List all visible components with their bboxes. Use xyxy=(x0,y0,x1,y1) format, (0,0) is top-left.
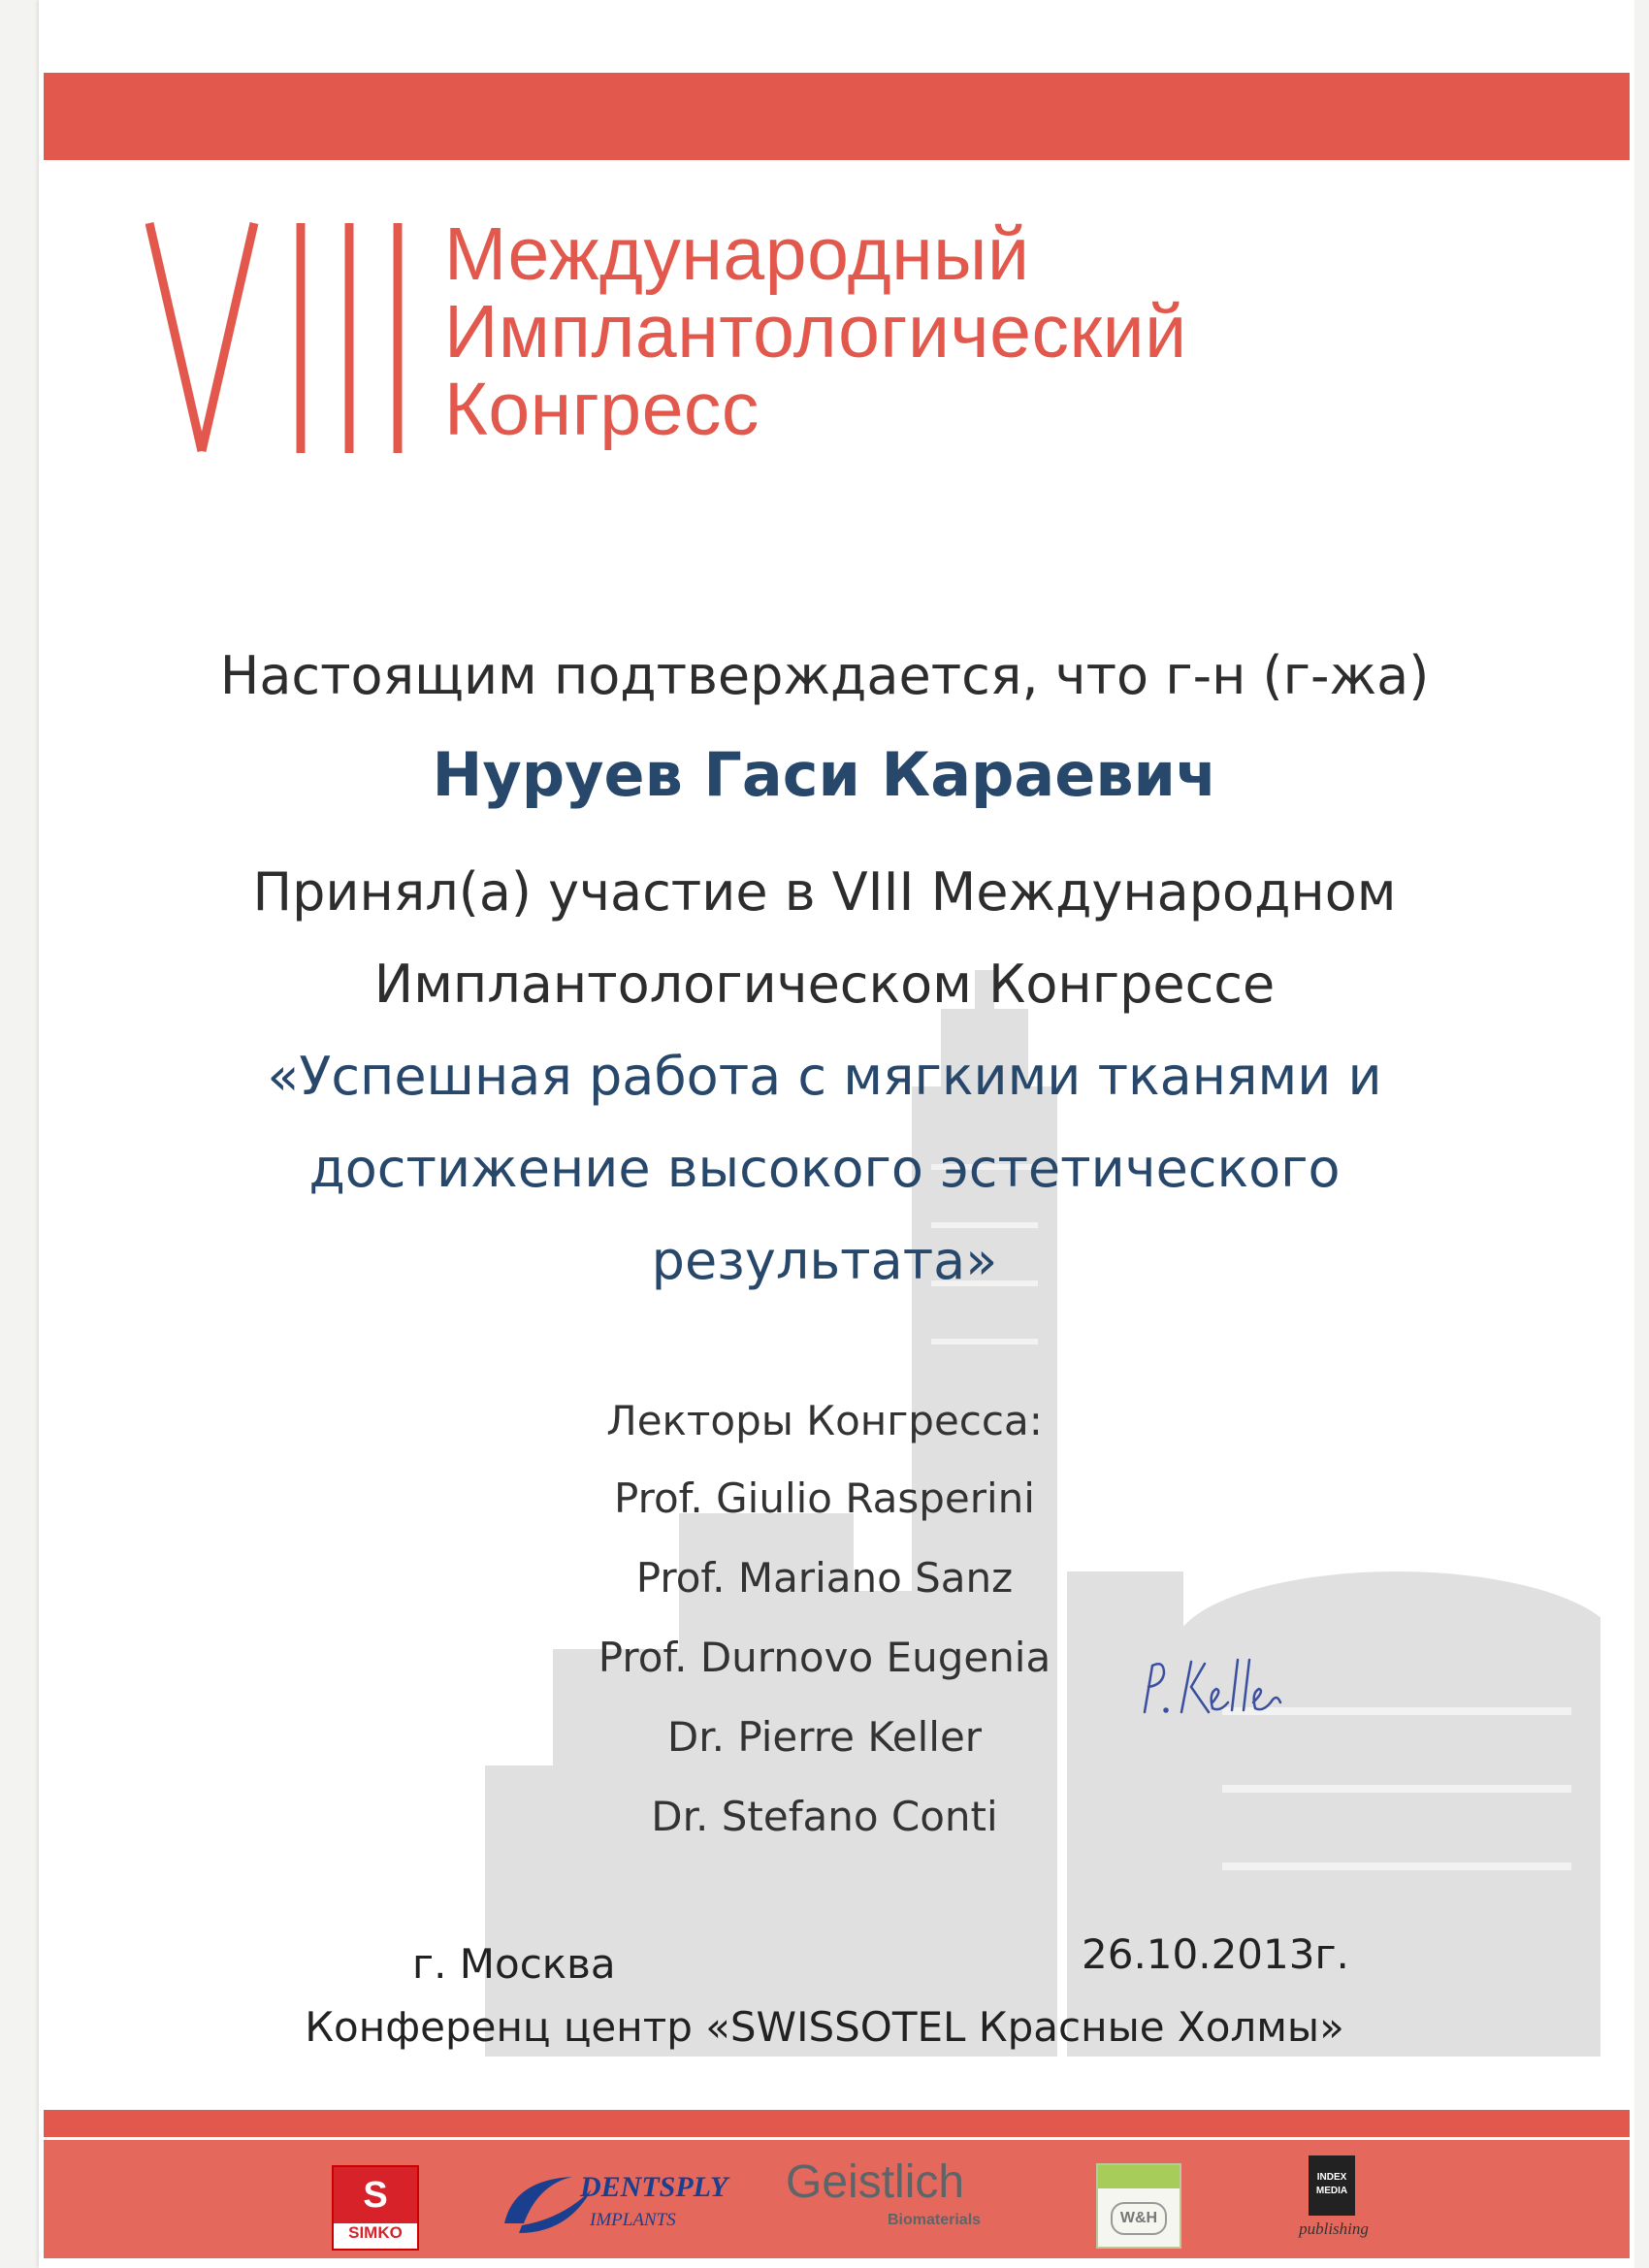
lecturers-heading: Лекторы Конгресса: xyxy=(606,1397,1043,1444)
participation-line-2: Имплантологическом Конгрессе xyxy=(373,954,1276,1015)
event-date: 26.10.2013г. xyxy=(1082,1930,1349,1978)
congress-title-line-1: Международный xyxy=(444,212,1030,296)
wh-logo xyxy=(1096,2163,1181,2249)
dentsply-logo xyxy=(495,2154,728,2251)
geistlich-name: Geistlich xyxy=(786,2156,965,2208)
index-media-logo xyxy=(1295,2155,1373,2262)
lecturer-name: Dr. Pierre Keller xyxy=(666,1713,983,1761)
congress-topic xyxy=(0,1030,1649,1307)
congress-title-line-2: Имплантологический xyxy=(444,290,1187,373)
media-label: MEDIA xyxy=(1315,2186,1348,2196)
signature-keller xyxy=(1135,1654,1290,1722)
congress-title xyxy=(444,212,1187,451)
geistlich-sub: Biomaterials xyxy=(888,2212,982,2228)
lecturer-name: Prof. Giulio Rasperini xyxy=(614,1474,1035,1522)
wh-label: W&H xyxy=(1119,2210,1158,2226)
index-label: INDEX xyxy=(1316,2172,1347,2183)
dentsply-sub: IMPLANTS xyxy=(590,2210,676,2230)
confirm-statement: Настоящим подтверждается, что г-н (г-жа) xyxy=(219,645,1430,706)
simko-label: SIMKO xyxy=(348,2223,403,2242)
venue: Конференц центр «SWISSOTEL Красные Холмы» xyxy=(305,2003,1344,2051)
bottom-red-band xyxy=(44,2110,1630,2137)
congress-title-line-3: Конгресс xyxy=(444,368,760,451)
lecturer-name: Dr. Stefano Conti xyxy=(651,1793,998,1840)
participant-name: Нуруев Гаси Караевич xyxy=(432,739,1217,810)
topic-line-1: «Успешная работа с мягкими тканями и xyxy=(267,1046,1382,1107)
geistlich-logo xyxy=(786,2155,1009,2252)
simko-logo: S SIMKO xyxy=(332,2165,419,2251)
top-red-band xyxy=(44,73,1630,160)
roman-numeral-graphic xyxy=(146,209,427,461)
roman-numeral-logo xyxy=(146,209,427,461)
dentsply-name: DENTSPLY xyxy=(580,2171,728,2203)
publishing-label: publishing xyxy=(1299,2219,1369,2238)
location-city: г. Москва xyxy=(412,1940,616,1988)
participation-line-1: Принял(а) участие в VIII Международном xyxy=(252,861,1397,923)
topic-line-2: достижение высокого эстетического xyxy=(308,1138,1341,1199)
participation-statement xyxy=(0,846,1649,1030)
lecturer-name: Prof. Mariano Sanz xyxy=(635,1554,1014,1602)
lecturer-name: Prof. Durnovo Eugenia xyxy=(598,1634,1051,1681)
topic-line-3: результата» xyxy=(651,1230,998,1291)
